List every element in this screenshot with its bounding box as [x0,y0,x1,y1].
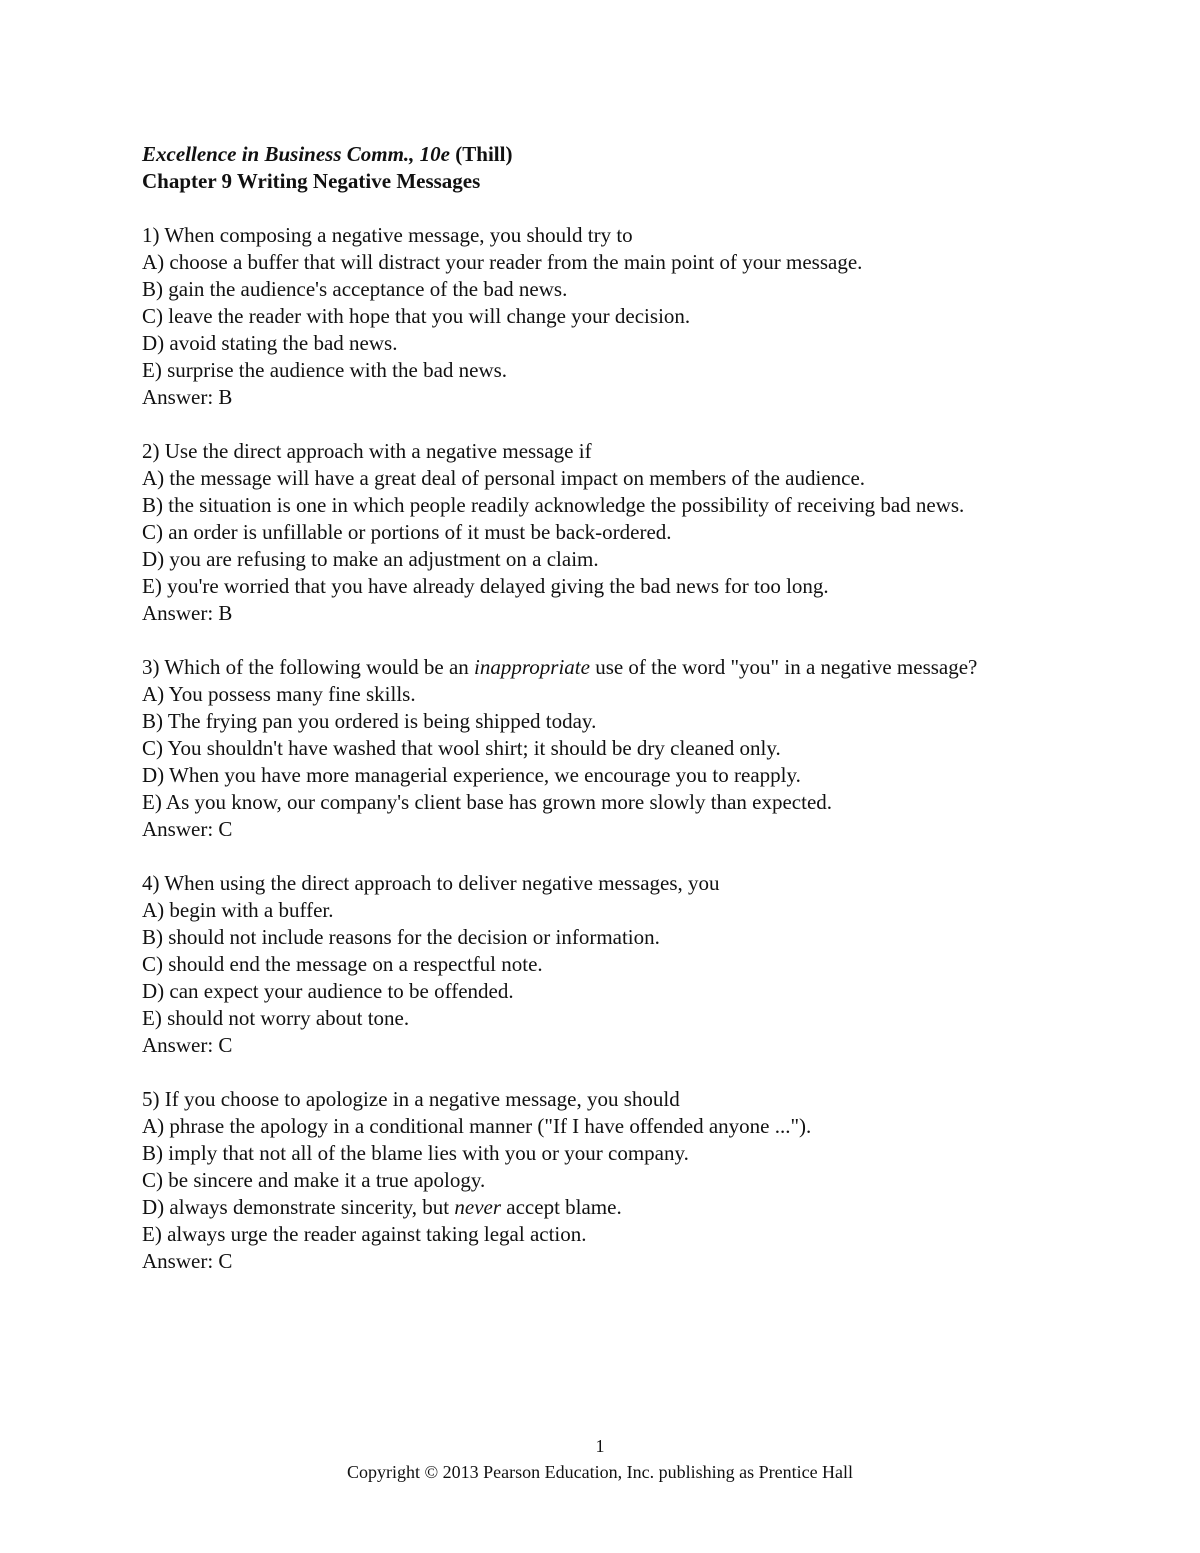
option-b: B) imply that not all of the blame lies with you or your company. [142,1141,689,1165]
option-e: E) always urge the reader against taking legal action. [142,1222,587,1246]
stem-emphasis: inappropriate [474,655,590,679]
page-content [142,141,1022,1302]
option-a: A) You possess many fine skills. [142,682,416,706]
option-e: E) As you know, our company's client base has grown more slowly than expected. [142,790,833,814]
question-5 [142,1086,1022,1275]
option-c: C) an order is unfillable or portions of it must be back-ordered. [142,520,672,544]
option-d-pre: D) always demonstrate sincerity, but [142,1195,455,1219]
answer: Answer: B [142,385,233,409]
question-3 [142,654,1022,843]
question-1 [142,222,1022,411]
option-d-emphasis: never [454,1195,502,1219]
option-d: D) you are refusing to make an adjustment on a claim. [142,547,599,571]
question-2 [142,438,1022,627]
book-title-line [142,141,1022,168]
option-d-post: accept blame. [501,1195,622,1219]
option-b: B) gain the audience's acceptance of the bad news. [142,277,568,301]
answer: Answer: B [142,601,233,625]
option-d: D) When you have more managerial experience, we encourage you to reapply. [142,763,801,787]
option-a: A) begin with a buffer. [142,898,334,922]
chapter-title: Chapter 9 Writing Negative Messages [142,169,481,193]
stem-text-pre: 3) Which of the following would be an [142,655,475,679]
page-number: 1 [595,1436,605,1456]
option-c: C) should end the message on a respectful note. [142,952,543,976]
option-c: C) You shouldn't have washed that wool shirt; it should be dry cleaned only. [142,736,781,760]
question-stem [142,438,1022,465]
stem-text: 2) Use the direct approach with a negative message if [142,439,592,463]
option-c: C) be sincere and make it a true apology. [142,1168,486,1192]
option-b: B) The frying pan you ordered is being shipped today. [142,709,597,733]
answer: Answer: C [142,1249,233,1273]
book-title: Excellence in Business Comm., 10e [142,142,451,166]
option-a: A) the message will have a great deal of personal impact on members of the audience. [142,466,866,490]
stem-text: 1) When composing a negative message, you should try to [142,223,633,247]
option-d: D) avoid stating the bad news. [142,331,398,355]
question-4 [142,870,1022,1059]
stem-text-post: use of the word "you" in a negative message? [589,655,978,679]
question-stem [142,1086,1022,1113]
option-d [142,1194,1022,1221]
option-c: C) leave the reader with hope that you will change your decision. [142,304,691,328]
option-b: B) the situation is one in which people readily acknowledge the possibility of receiving bad news. [142,493,965,517]
option-a: A) phrase the apology in a conditional manner ("If I have offended anyone ..."). [142,1114,812,1138]
option-e: E) surprise the audience with the bad news. [142,358,508,382]
question-stem [142,654,1022,681]
option-b: B) should not include reasons for the decision or information. [142,925,660,949]
option-d: D) can expect your audience to be offended. [142,979,514,1003]
option-e: E) should not worry about tone. [142,1006,410,1030]
author: (Thill) [455,142,513,166]
answer: Answer: C [142,1033,233,1057]
option-e: E) you're worried that you have already delayed giving the bad news for too long. [142,574,829,598]
stem-text: 5) If you choose to apologize in a negative message, you should [142,1087,680,1111]
option-a: A) choose a buffer that will distract your reader from the main point of your message. [142,250,863,274]
question-stem [142,222,1022,249]
question-stem [142,870,1022,897]
stem-text: 4) When using the direct approach to deliver negative messages, you [142,871,720,895]
copyright-notice: Copyright © 2013 Pearson Education, Inc. publishing as Prentice Hall [346,1462,854,1482]
answer: Answer: C [142,817,233,841]
